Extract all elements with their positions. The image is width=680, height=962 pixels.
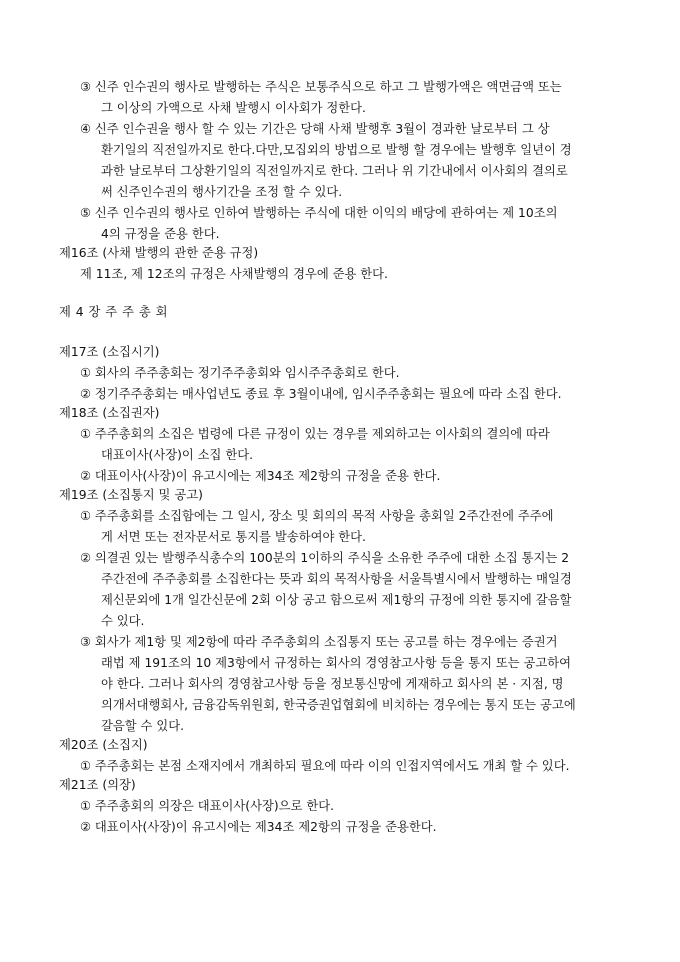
text-line: ① 회사의 주주총회는 정기주주총회와 임시주주총회로 한다. xyxy=(80,366,400,380)
article-heading: 제18조 (소집권자) xyxy=(59,406,160,420)
text-line: 야 한다. 그러나 회사의 경영참고사항 등을 정보통신망에 게재하고 회사의 본 · 지점, 명 xyxy=(101,677,564,691)
text-line: 4의 규정을 준용 한다. xyxy=(101,227,220,241)
text-line: 래법 제 191조의 10 제3항에서 규정하는 회사의 경영참고사항 등을 통지 또는 공고하여 xyxy=(101,656,572,670)
text-line: ① 주주총회의 소집은 법령에 다른 규정이 있는 경우를 제외하고는 이사회의 결의에 따라 xyxy=(80,427,550,441)
text-line: 주간전에 주주총회를 소집한다는 뜻과 회의 목적사항을 서울특별시에서 발행하는 매일경 xyxy=(101,572,572,586)
text-line: ① 주주총회의 의장은 대표이사(사장)으로 한다. xyxy=(80,799,334,813)
text-line: 갈음할 수 있다. xyxy=(101,719,184,733)
text-line: ② 대표이사(사장)이 유고시에는 제34조 제2항의 규정을 준용 한다. xyxy=(80,469,441,483)
chapter-heading: 제 4 장 주 주 총 회 xyxy=(59,305,169,319)
text-line: 제신문외에 1개 일간신문에 2회 이상 공고 함으로써 제1항의 규정에 의한 통지에 갈음할 xyxy=(101,593,572,607)
article-heading: 제20조 (소집지) xyxy=(59,738,148,752)
text-line: ③ 신주 인수권의 행사로 발행하는 주식은 보통주식으로 하고 그 발행가액은 액면금액 또는 xyxy=(80,80,562,94)
text-line: 게 서면 또는 전자문서로 통지를 발송하여야 한다. xyxy=(101,530,366,544)
text-line: 그 이상의 가액으로 사채 발행시 이사회가 정한다. xyxy=(101,101,366,115)
text-line: 제 11조, 제 12조의 규정은 사채발행의 경우에 준용 한다. xyxy=(80,267,388,281)
article-heading: 제19조 (소집통지 및 공고) xyxy=(59,488,203,502)
text-line: ② 의결권 있는 발행주식총수의 100분의 1이하의 주식을 소유한 주주에 대한 소집 통지는 2 xyxy=(80,551,570,565)
text-line: ④ 신주 인수권을 행사 할 수 있는 기간은 당해 사채 발행후 3월이 경과한 날로부터 그 상 xyxy=(80,122,550,136)
text-line: 환기일의 직전일까지로 한다.다만,모집외의 방법으로 발행 할 경우에는 발행후 일년이 경 xyxy=(101,143,572,157)
text-line: ⑤ 신주 인수권의 행사로 인하여 발행하는 주식에 대한 이익의 배당에 관하여는 제 10조의 xyxy=(80,206,558,220)
text-line: ② 대표이사(사장)이 유고시에는 제34조 제2항의 규정을 준용한다. xyxy=(80,820,437,834)
text-line: ① 주주총회는 본점 소재지에서 개최하되 필요에 따라 이의 인접지역에서도 개최 할 수 있다. xyxy=(80,759,570,773)
text-line: 의개서대행회사, 금융감독위원회, 한국증권업협회에 비치하는 경우에는 통지 또는 공고에 xyxy=(101,698,576,712)
text-line: 써 신주인수권의 행사기간을 조정 할 수 있다. xyxy=(101,185,343,199)
text-line: ① 주주총회를 소집함에는 그 일시, 장소 및 회의의 목적 사항을 총회일 2주간전에 주주에 xyxy=(80,509,554,523)
text-line: 과한 날로부터 그상환기일의 직전일까지로 한다. 그러나 위 기간내에서 이사회의 결의로 xyxy=(101,164,568,178)
article-heading: 제21조 (의장) xyxy=(59,778,136,792)
article-heading: 제17조 (소집시기) xyxy=(59,345,160,359)
article-heading: 제16조 (사채 발행의 관한 준용 규정) xyxy=(59,246,259,260)
text-line: 수 있다. xyxy=(101,614,145,628)
text-line: ③ 회사가 제1항 및 제2항에 따라 주주총회의 소집통지 또는 공고를 하는 경우에는 증권거 xyxy=(80,635,558,649)
text-line: 대표이사(사장)이 소집 한다. xyxy=(101,448,253,462)
text-line: ② 정기주주총회는 매사업년도 종료 후 3월이내에, 임시주주총회는 필요에 따라 소집 한다. xyxy=(80,387,562,401)
